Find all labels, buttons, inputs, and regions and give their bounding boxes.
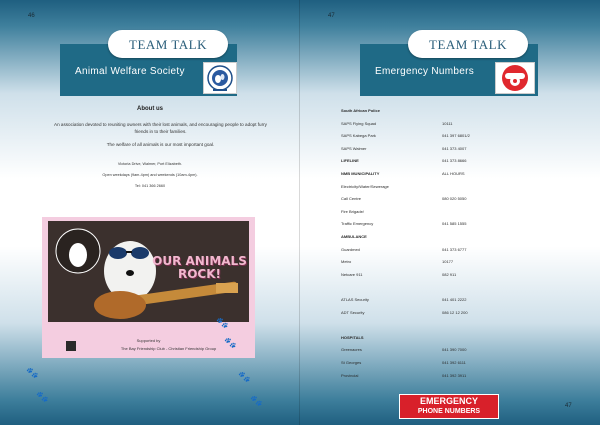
table-row <box>341 335 541 345</box>
about-hours: Open weekdays (9am-4pm) and weekends (10am-4pm). <box>102 173 198 177</box>
table-row <box>341 322 541 332</box>
table-row <box>341 297 541 307</box>
table-row <box>341 209 541 219</box>
row-phone-number: 041 397 6801/2 <box>442 133 470 139</box>
paw-print-icon: 🐾 <box>224 338 237 349</box>
right-page-number-bottom: 47 <box>565 403 572 409</box>
badge-line2: PHONE NUMBERS <box>417 408 481 415</box>
table-row <box>341 146 541 156</box>
table-row <box>341 221 541 231</box>
table-row <box>341 247 541 257</box>
table-row <box>341 347 541 357</box>
telephone-icon <box>496 63 534 93</box>
table-row <box>341 284 541 294</box>
animal-welfare-logo-icon <box>204 63 236 93</box>
emergency-phone-logo <box>495 62 535 94</box>
row-label: St Georges <box>341 360 362 365</box>
emergency-phone-numbers-badge <box>399 394 499 419</box>
table-row <box>341 184 541 194</box>
right-header-title: Emergency Numbers <box>375 66 475 77</box>
row-phone-number: 041 401 2222 <box>442 297 467 302</box>
table-row <box>341 158 541 168</box>
animal-welfare-logo <box>203 62 237 94</box>
row-phone-number: 041 585 1555 <box>442 221 467 227</box>
row-phone-number: 041 373 4007 <box>442 145 467 151</box>
paw-print-icon: 🐾 <box>36 392 49 403</box>
row-phone-number: 041 373 8666 <box>442 158 467 164</box>
table-row <box>341 108 541 118</box>
about-paragraph-2: The welfare of all animals is our most important goal. <box>106 142 215 147</box>
row-label: Netcare 911 <box>341 271 363 277</box>
our-animals-rock-poster <box>42 217 255 358</box>
table-row <box>341 234 541 244</box>
right-page-number-top: 47 <box>328 13 335 19</box>
row-label: Call Centre <box>341 196 362 202</box>
row-phone-number: 082 911 <box>442 271 457 277</box>
row-label: NMB MUNICIPALITY <box>341 171 380 176</box>
table-row <box>341 259 541 269</box>
paw-print-icon: 🐾 <box>250 396 263 407</box>
right-team-talk-pill: TEAM TALK <box>408 30 528 58</box>
about-us-title: About us <box>137 106 163 112</box>
row-label: Guardmed <box>341 246 360 252</box>
left-team-talk-pill: TEAM TALK <box>108 30 228 58</box>
row-label: Electricity/Water/Sewerage <box>341 183 389 189</box>
row-phone-number: 041 390 7000 <box>442 347 467 353</box>
left-header-title: Animal Welfare Society <box>75 66 185 77</box>
row-phone-number: 10111 <box>442 120 453 126</box>
row-phone-number: 10177 <box>442 259 454 265</box>
row-label: SAPS Walmer <box>341 145 367 151</box>
poster-photo <box>48 221 249 322</box>
poster-supporter-name: The Bay Friendship Club - Christian Friendship Group <box>120 346 217 351</box>
about-address: Victoria Drive, Walmer, Port Elizabeth. <box>117 162 183 166</box>
row-label: Fire Brigade/ <box>341 208 364 214</box>
row-label: Traffic Emergency <box>341 221 374 227</box>
paw-print-icon: 🐾 <box>238 372 251 383</box>
row-phone-number: 080 020 5050 <box>442 196 467 202</box>
table-row <box>341 196 541 206</box>
about-paragraph-1: An association devoted to reuniting owners with their lost animals, and encouraging people to adopt furry friends in to their families. <box>54 122 267 134</box>
left-page-number: 46 <box>28 13 35 19</box>
row-label: LIFELINE <box>341 158 359 164</box>
row-phone-number: 041 392 3911 <box>442 372 467 378</box>
row-label: SAPS Kabega Park <box>341 133 376 139</box>
row-phone-number: 041 392 6111 <box>442 360 466 365</box>
table-row <box>341 360 541 370</box>
table-row <box>341 373 541 383</box>
about-telephone: Tel: 041 366 2660 <box>134 184 166 188</box>
row-label: ATLAS Security <box>341 297 369 302</box>
badge-line1: EMERGENCY <box>419 396 478 406</box>
row-label: South African Police <box>341 108 380 113</box>
row-label: Greenacres <box>341 347 362 353</box>
spread-divider <box>299 0 300 425</box>
row-label: HOSPITALS <box>341 334 364 340</box>
row-phone-number: 041 373 6777 <box>442 246 467 252</box>
row-label: AMBULANCE <box>341 234 367 239</box>
row-phone-number: 086 12 12 200 <box>442 309 468 315</box>
poster-headline-line1: OUR ANIMALS <box>152 254 247 268</box>
row-label: Provincial <box>341 372 359 378</box>
row-label: SAPS Flying Squad <box>341 120 377 126</box>
row-label: Metro <box>341 259 352 265</box>
poster-supported-by: Supported by <box>136 338 161 343</box>
poster-headline-line2: ROCK! <box>177 267 222 281</box>
table-row <box>341 310 541 320</box>
paw-print-icon: 🐾 <box>26 368 39 379</box>
table-row <box>341 121 541 131</box>
paw-print-icon: 🐾 <box>216 318 229 329</box>
row-phone-number: ALL HOURS <box>442 171 465 176</box>
row-label: ADT Security <box>341 309 365 315</box>
table-row <box>341 171 541 181</box>
table-row <box>341 133 541 143</box>
table-row <box>341 272 541 282</box>
